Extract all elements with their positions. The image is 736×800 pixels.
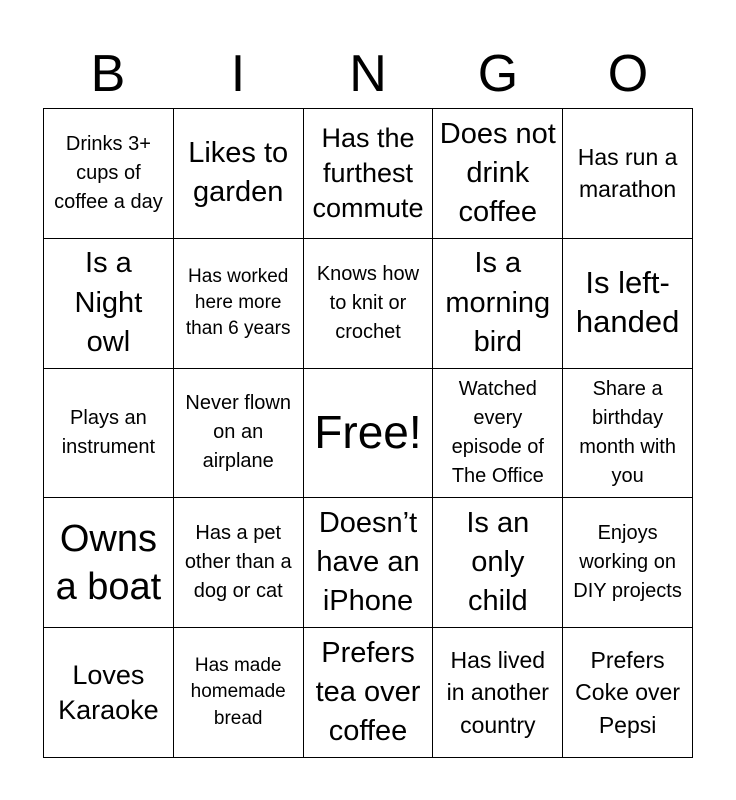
bingo-cell[interactable] — [563, 628, 693, 758]
cell-text: Is left-handed — [575, 265, 680, 340]
bingo-cell[interactable] — [174, 628, 304, 758]
cell-text: Is an only child — [466, 507, 530, 618]
cell-text: Never flown on an airplane — [185, 392, 291, 473]
bingo-cell[interactable] — [304, 498, 434, 628]
cell-text: Has lived in another country — [446, 646, 549, 738]
cell-text: Is a Night owl — [74, 247, 143, 358]
bingo-cell[interactable] — [174, 239, 304, 369]
bingo-cell[interactable] — [174, 498, 304, 628]
bingo-cell[interactable] — [44, 239, 174, 369]
header-letter-g: G — [477, 45, 519, 103]
cell-text: Is a morning bird — [445, 247, 551, 358]
cell-text: Share a birthday month with you — [579, 377, 676, 487]
cell-text: Prefers Coke over Pepsi — [575, 646, 680, 738]
bingo-cell[interactable] — [304, 109, 434, 239]
cell-text: Has a pet other than a dog or cat — [184, 522, 292, 603]
cell-text: Owns a boat — [55, 517, 162, 608]
cell-text: Watched every episode of The Office — [451, 377, 544, 487]
cell-text: Has made homemade bread — [190, 655, 286, 729]
bingo-cell[interactable] — [304, 628, 434, 758]
cell-text: Knows how to knit or crochet — [316, 262, 420, 343]
header-letter-b: B — [90, 45, 126, 103]
bingo-cell[interactable] — [563, 498, 693, 628]
cell-text: Likes to garden — [188, 137, 289, 209]
cell-text: Free! — [314, 406, 422, 459]
bingo-cell[interactable] — [433, 239, 563, 369]
bingo-cell[interactable] — [44, 369, 174, 499]
header-letter-o: O — [607, 45, 649, 103]
bingo-board — [43, 108, 693, 758]
cell-text: Drinks 3+ cups of coffee a day — [54, 132, 163, 213]
header-letter-n: N — [349, 45, 387, 103]
bingo-cell[interactable] — [563, 239, 693, 369]
bingo-cell[interactable] — [44, 628, 174, 758]
cell-text: Does not drink coffee — [439, 117, 556, 228]
header-letter-i: I — [230, 45, 246, 103]
bingo-cell[interactable] — [304, 369, 434, 499]
bingo-cell[interactable] — [563, 369, 693, 499]
bingo-cell[interactable] — [563, 109, 693, 239]
bingo-cell[interactable] — [304, 239, 434, 369]
cell-text: Doesn’t have an iPhone — [316, 507, 420, 618]
cell-text: Prefers tea over coffee — [315, 636, 421, 748]
cell-text: Enjoys working on DIY projects — [573, 522, 682, 603]
bingo-cell[interactable] — [433, 109, 563, 239]
cell-text: Has the furthest commute — [312, 122, 424, 223]
bingo-cell[interactable] — [433, 498, 563, 628]
cell-text: Has run a marathon — [577, 143, 678, 203]
bingo-cell[interactable] — [44, 498, 174, 628]
cell-text: Loves Karaoke — [58, 659, 159, 725]
cell-text: Plays an instrument — [61, 406, 156, 458]
bingo-cell[interactable] — [433, 369, 563, 499]
bingo-header — [43, 40, 693, 108]
bingo-cell[interactable] — [433, 628, 563, 758]
bingo-cell[interactable] — [44, 109, 174, 239]
bingo-cell[interactable] — [174, 369, 304, 499]
bingo-cell[interactable] — [174, 109, 304, 239]
cell-text: Has worked here more than 6 years — [185, 266, 291, 340]
